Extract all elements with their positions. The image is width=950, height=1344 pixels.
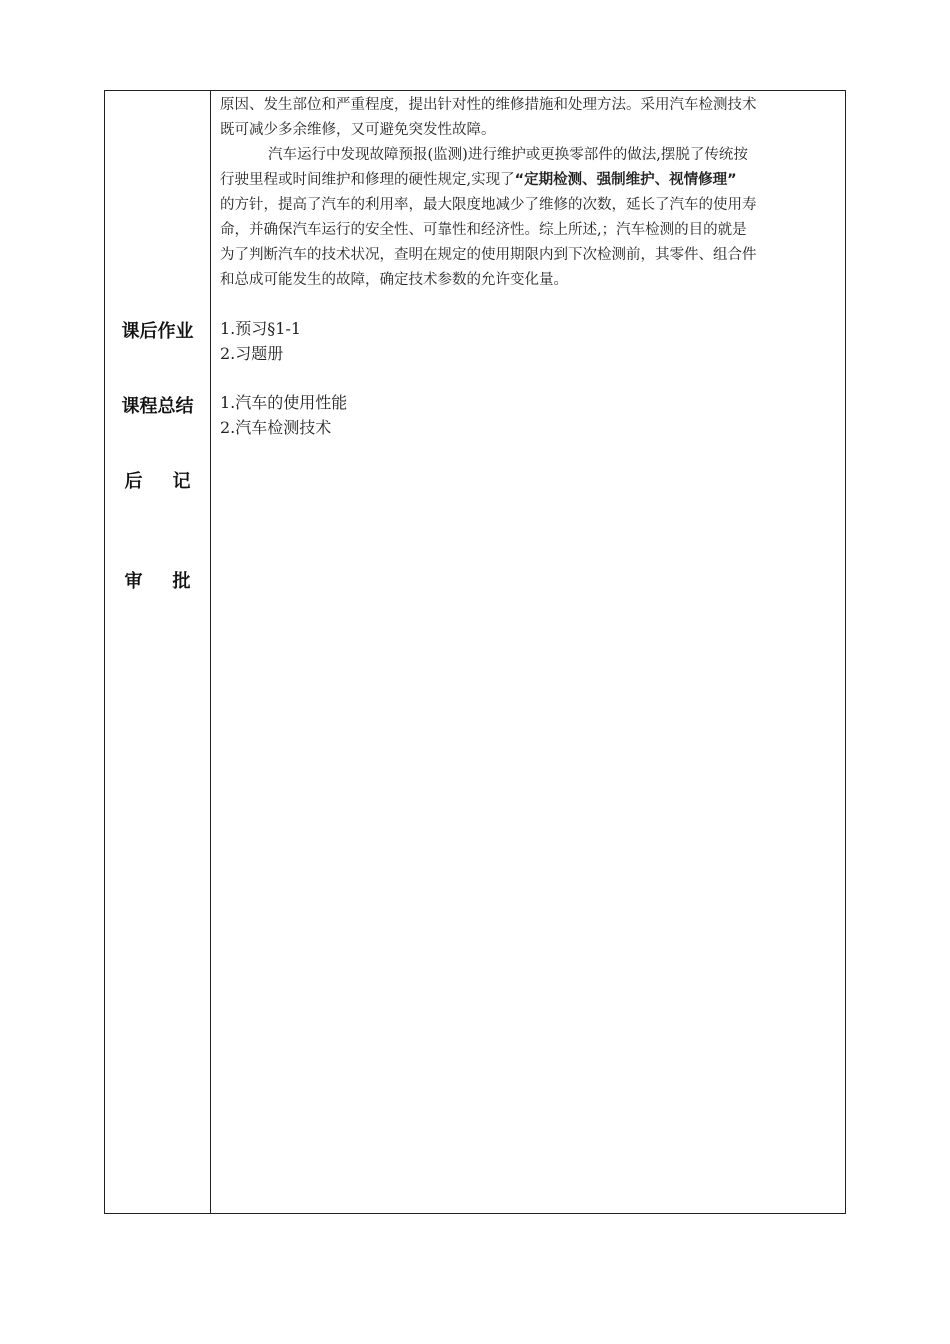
homework-item: 2.习题册 bbox=[220, 344, 284, 363]
content-line: 和总成可能发生的故障，确定技术参数的允许变化量。 bbox=[220, 272, 568, 288]
content-line bbox=[220, 168, 840, 193]
content-text: 行驶里程或时间维护和修理的硬性规定,实现了 bbox=[220, 172, 515, 188]
approval-char: 批 bbox=[172, 571, 191, 592]
homework-label: 课后作业 bbox=[121, 321, 194, 342]
content-line: 为了判断汽车的技术状况，查明在规定的使用期限内到下次检测前，其零件、组合件 bbox=[220, 247, 757, 263]
content-line: 汽车运行中发现故障预报(监测)进行维护或更换零部件的做法,摆脱了传统按 bbox=[268, 147, 748, 163]
approval-char: 审 bbox=[124, 571, 143, 592]
lesson-content bbox=[220, 93, 840, 293]
postscript-char: 后 bbox=[124, 471, 143, 492]
lesson-plan-table bbox=[104, 90, 846, 1214]
content-line: 命，并确保汽车运行的安全性、可靠性和经济性。综上所述,；汽车检测的目的就是 bbox=[220, 222, 747, 238]
summary-label: 课程总结 bbox=[121, 396, 194, 417]
summary-item: 1.汽车的使用性能 bbox=[220, 393, 348, 412]
summary-list bbox=[220, 390, 347, 440]
postscript-label bbox=[105, 467, 210, 493]
homework-list bbox=[220, 316, 301, 366]
emphasis-text: “定期检测、强制维护、视情修理” bbox=[514, 172, 737, 188]
homework-item: 1.预习§1-1 bbox=[220, 319, 302, 338]
content-line: 既可减少多余维修，又可避免突发性故障。 bbox=[220, 122, 496, 138]
postscript-char: 记 bbox=[172, 471, 191, 492]
approval-label bbox=[105, 567, 210, 593]
content-line: 原因、发生部位和严重程度，提出针对性的维修措施和处理方法。采用汽车检测技术 bbox=[220, 97, 757, 113]
column-divider bbox=[210, 91, 211, 1213]
content-line: 的方针，提高了汽车的利用率，最大限度地减少了维修的次数，延长了汽车的使用寿 bbox=[220, 197, 757, 213]
summary-item: 2.汽车检测技术 bbox=[220, 418, 332, 437]
